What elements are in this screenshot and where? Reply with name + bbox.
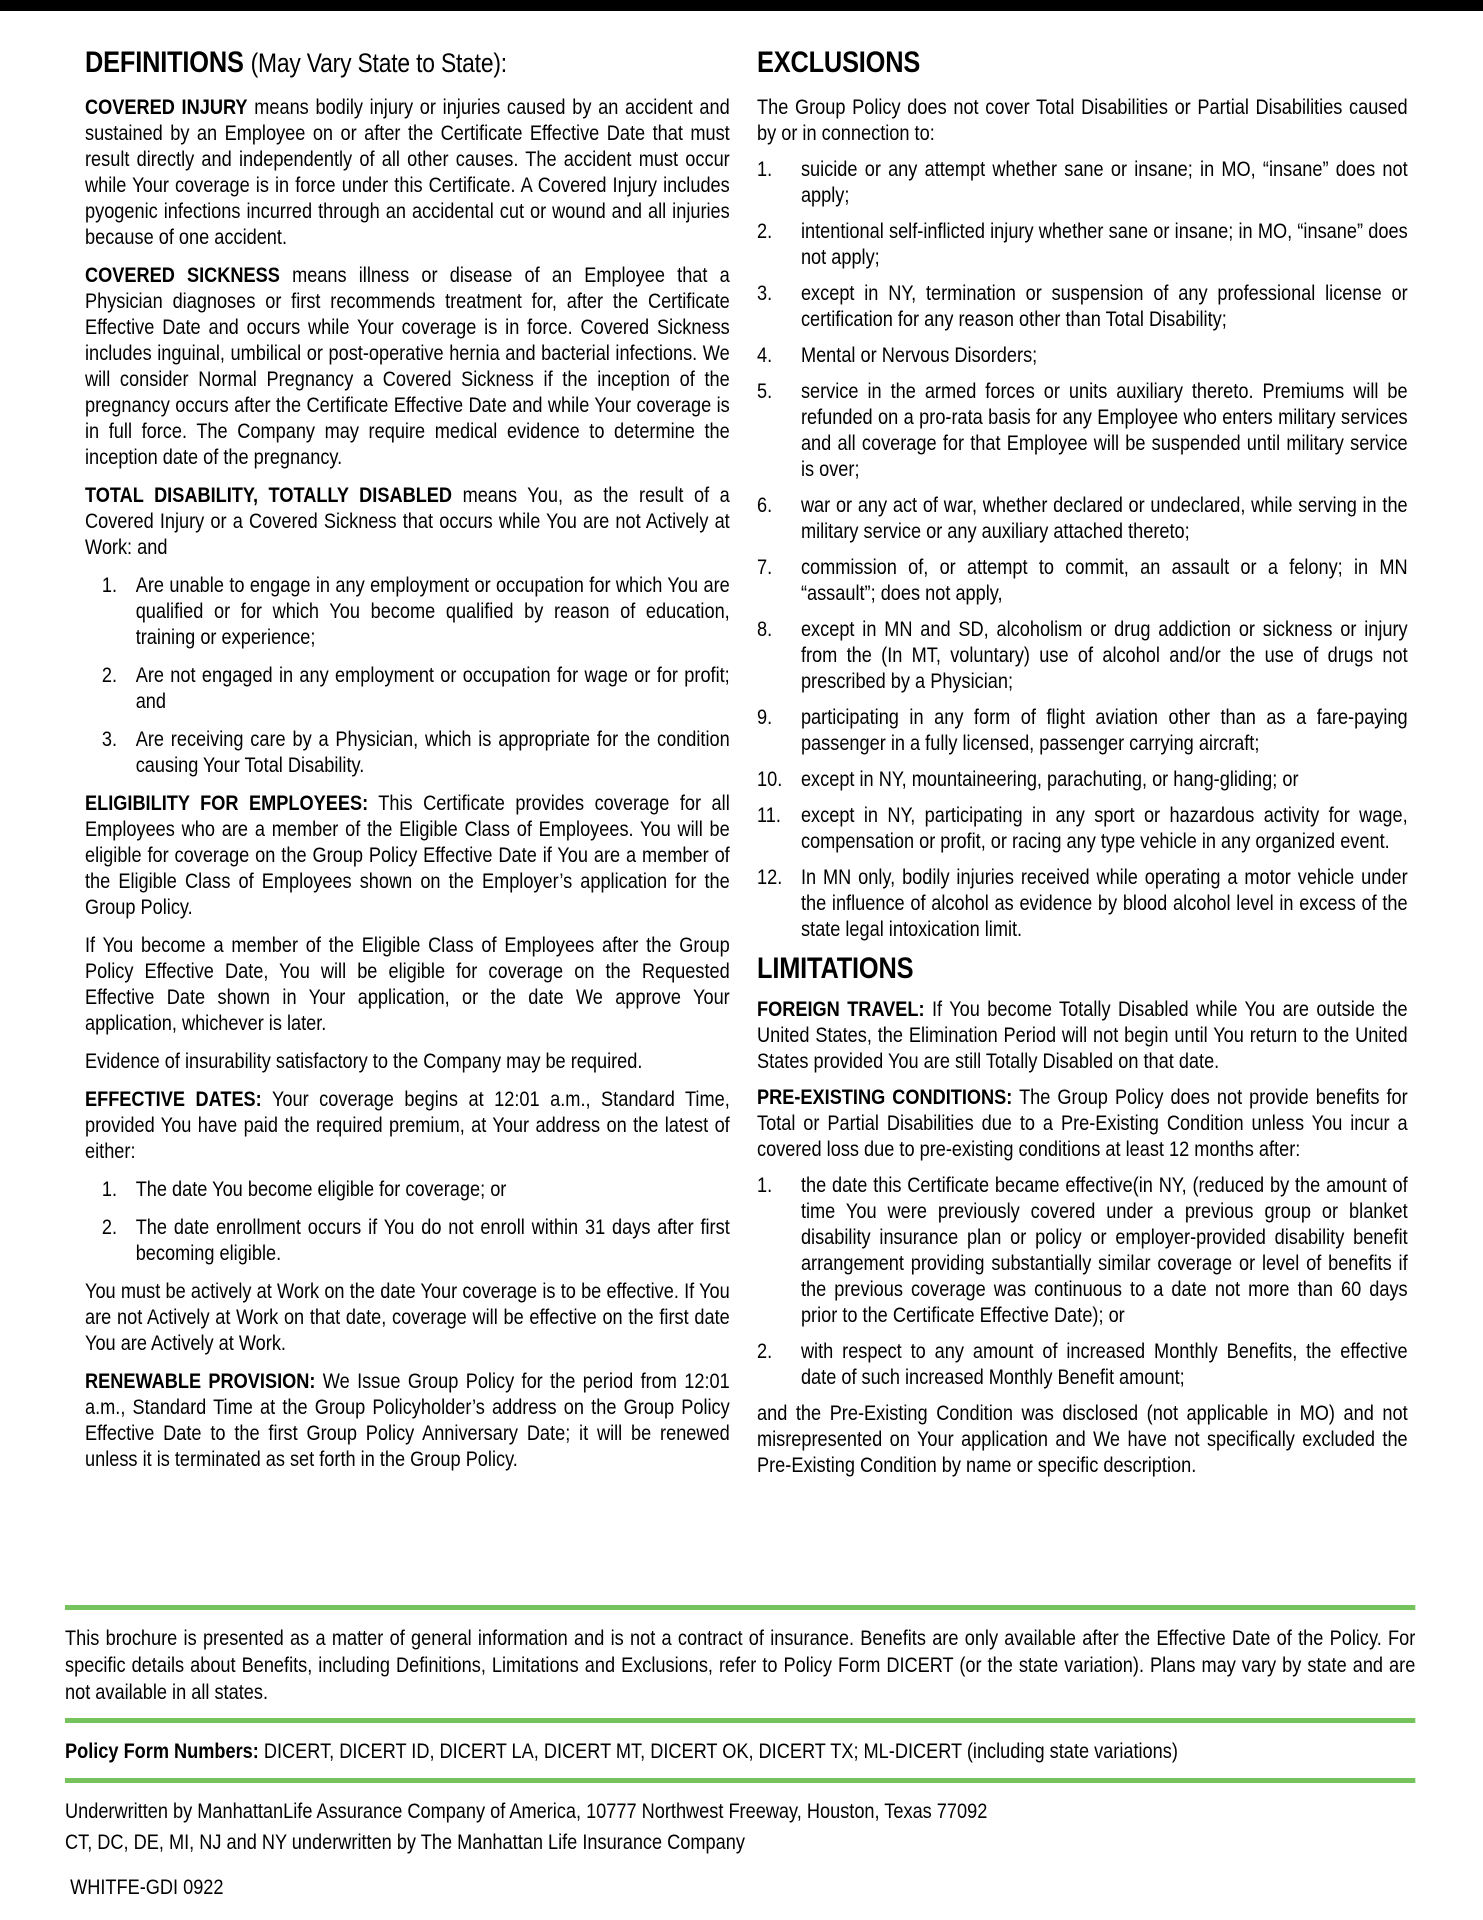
- list-item-number: 5.: [757, 379, 773, 403]
- list-item-number: 7.: [757, 555, 773, 579]
- pre-existing-closing-paragraph: and the Pre-Existing Condition was disclosed (not applicable in MO) and not misrepresented on Your application and We have not specifically excluded the Pre-Existing Condition by name or specific description.: [757, 1401, 1408, 1477]
- list-item-text: with respect to any amount of increased Monthly Benefits, the effective date of such increased Monthly Benefit amount;: [800, 1339, 1408, 1389]
- list-item-number: 8.: [757, 617, 773, 641]
- list-item-number: 1.: [757, 1173, 773, 1197]
- list-item-number: 3.: [757, 281, 773, 305]
- list-item-text: except in NY, participating in any sport or hazardous activity for wage, compensation or profit, or racing any type vehicle in any organized event.: [800, 803, 1408, 853]
- definitions-heading-note: (May Vary State to State):: [250, 48, 507, 78]
- list-item-text: Mental or Nervous Disorders;: [800, 343, 1038, 367]
- paragraph-lead: RENEWABLE PROVISION:: [85, 1369, 316, 1393]
- list-item: [85, 662, 730, 714]
- foreign-travel-paragraph: [757, 996, 1408, 1074]
- exclusion-item: [757, 280, 1408, 332]
- page-top-bar: [0, 0, 1483, 11]
- list-item-text: suicide or any attempt whether sane or insane; in MO, “insane” does not apply;: [800, 157, 1408, 207]
- definitions-column: [85, 46, 730, 1484]
- list-item-text: participating in any form of flight aviation other than as a fare-paying passenger in a fully licensed, passenger carrying aircraft;: [800, 705, 1408, 755]
- exclusion-item: [757, 766, 1408, 792]
- underwritten-line-1: Underwritten by ManhattanLife Assurance Company of America, 10777 Northwest Freeway, Houston, Texas 77092: [65, 1799, 988, 1823]
- list-item: [85, 1214, 730, 1266]
- exclusion-item: [757, 802, 1408, 854]
- list-item-text: The date enrollment occurs if You do not enroll within 31 days after first becoming eligible.: [135, 1215, 730, 1265]
- exclusions-intro-paragraph: The Group Policy does not cover Total Disabilities or Partial Disabilities caused by or in connection to:: [757, 95, 1408, 145]
- list-item: [85, 572, 730, 650]
- list-item-text: intentional self-inflicted injury whether sane or insane; in MO, “insane” does not apply;: [800, 219, 1408, 269]
- policy-form-numbers-text: DICERT, DICERT ID, DICERT LA, DICERT MT, DICERT OK, DICERT TX; ML-DICERT (including state variations): [263, 1739, 1178, 1763]
- paragraph-text: If You become Totally Disabled while You are outside the United States, the Elimination Period will not begin until You return to the United States provided You are still Totally Disabled on that date.: [757, 997, 1408, 1073]
- list-item-text: except in NY, termination or suspension of any professional license or certification for any reason other than Total Disability;: [800, 281, 1408, 331]
- exclusions-column: [757, 46, 1408, 1488]
- exclusion-item: [757, 492, 1408, 544]
- list-item-text: The date You become eligible for coverage; or: [135, 1177, 507, 1201]
- divider-rule: [65, 1718, 1415, 1723]
- list-item-text: the date this Certificate became effective(in NY, (reduced by the amount of time You were previously covered under a previous group or blanket disability insurance plan or policy or employer-provided disability benefit arrangement providing substantially similar coverage or level of benefits if the previous coverage was continuous to a date not more than 60 days prior to the Certificate Effective Date); or: [800, 1173, 1408, 1327]
- limitations-heading: LIMITATIONS: [757, 952, 914, 985]
- list-item-number: 6.: [757, 493, 773, 517]
- list-item-number: 4.: [757, 343, 773, 367]
- list-item-text: Are receiving care by a Physician, which is appropriate for the condition causing Your Total Disability.: [135, 727, 730, 777]
- paragraph-lead: ELIGIBILITY FOR EMPLOYEES:: [85, 791, 369, 815]
- paragraph-lead: PRE-EXISTING CONDITIONS:: [757, 1085, 1013, 1109]
- list-item-number: 2.: [757, 1339, 773, 1363]
- page-footer: [65, 1605, 1415, 1900]
- list-item-text: except in MN and SD, alcoholism or drug addiction or sickness or injury from the (In MT, voluntary) use of alcohol and/or the use of drugs not prescribed by a Physician;: [800, 617, 1408, 693]
- exclusion-item: [757, 554, 1408, 606]
- paragraph-text: means You, as the result of a Covered Injury or a Covered Sickness that occurs while You are not Actively at Work: and: [85, 483, 730, 559]
- evidence-paragraph: Evidence of insurability satisfactory to the Company may be required.: [85, 1049, 643, 1073]
- eligibility-paragraph: [85, 790, 730, 920]
- list-item-text: service in the armed forces or units auxiliary thereto. Premiums will be refunded on a pro-rata basis for any Employee who enters military services and all coverage for that Employee will be suspended until military service is over;: [800, 379, 1408, 481]
- exclusion-item: [757, 156, 1408, 208]
- paragraph-lead: COVERED INJURY: [85, 95, 248, 119]
- exclusion-item: [757, 864, 1408, 942]
- exclusions-heading: EXCLUSIONS: [757, 46, 921, 79]
- list-item-number: 1.: [757, 157, 773, 181]
- covered-sickness-paragraph: [85, 262, 730, 470]
- exclusion-item: [757, 378, 1408, 482]
- list-item-number: 2.: [757, 219, 773, 243]
- paragraph-text: The Group Policy does not provide benefits for Total or Partial Disabilities due to a Pre-Existing Condition unless You incur a covered loss due to pre-existing conditions at least 12 months after:: [757, 1085, 1408, 1161]
- definitions-heading: [85, 46, 730, 80]
- list-item-text: except in NY, mountaineering, parachuting, or hang-gliding; or: [800, 767, 1299, 791]
- pre-existing-paragraph: [757, 1084, 1408, 1162]
- policy-form-numbers-label: Policy Form Numbers:: [65, 1739, 259, 1763]
- renewable-provision-paragraph: [85, 1368, 730, 1472]
- policy-form-numbers-line: [65, 1738, 1415, 1764]
- list-item-number: 1.: [101, 573, 118, 597]
- actively-at-work-paragraph: You must be actively at Work on the date Your coverage is to be effective. If You are not Actively at Work on that date, coverage will be effective on the first date You are Actively at Work.: [85, 1279, 730, 1355]
- list-item-number: 2.: [101, 663, 118, 687]
- total-disability-paragraph: [85, 482, 730, 560]
- list-item-number: 10.: [757, 767, 783, 791]
- paragraph-lead: TOTAL DISABILITY, TOTALLY DISABLED: [85, 483, 453, 507]
- effective-dates-paragraph: [85, 1086, 730, 1164]
- list-item-text: war or any act of war, whether declared or undeclared, while serving in the military service or any auxiliary attached thereto;: [800, 493, 1408, 543]
- covered-injury-paragraph: [85, 94, 730, 250]
- list-item-number: 1.: [101, 1177, 118, 1201]
- list-item-text: commission of, or attempt to commit, an assault or a felony; in MN “assault”; does not apply,: [800, 555, 1408, 605]
- list-item-number: 9.: [757, 705, 773, 729]
- paragraph-text: This Certificate provides coverage for all Employees who are a member of the Eligible Class of Employees. You will be eligible for coverage on the Group Policy Effective Date if You are a member of the Eligible Class of Employees shown on the Employer’s application for the Group Policy.: [85, 791, 730, 919]
- list-item-text: Are not engaged in any employment or occupation for wage or for profit; and: [135, 663, 730, 713]
- divider-rule: [65, 1778, 1415, 1783]
- underwritten-line-2: CT, DC, DE, MI, NJ and NY underwritten by The Manhattan Life Insurance Company: [65, 1830, 745, 1854]
- pre-existing-item: [757, 1338, 1408, 1390]
- divider-rule: [65, 1605, 1415, 1610]
- definitions-heading-bold: DEFINITIONS: [85, 46, 244, 79]
- exclusion-item: [757, 704, 1408, 756]
- list-item-number: 2.: [101, 1215, 118, 1239]
- list-item-text: In MN only, bodily injuries received while operating a motor vehicle under the influence of alcohol as evidence by blood alcohol level in excess of the state legal intoxication limit.: [800, 865, 1408, 941]
- footer-disclaimer: This brochure is presented as a matter of general information and is not a contract of insurance. Benefits are only available after the Effective Date of the Policy. For specific details about Benefits, including Definitions, Limitations and Exclusions, refer to Policy Form DICERT (or the state variation). Plans may vary by state and are not available in all states.: [65, 1626, 1416, 1704]
- list-item-number: 12.: [757, 865, 783, 889]
- exclusion-item: [757, 218, 1408, 270]
- paragraph-text: means bodily injury or injuries caused by an accident and sustained by an Employee on or after the Certificate Effective Date that must result directly and independently of all other causes. The accident must occur while Your coverage is in force under this Certificate. A Covered Injury includes pyogenic infections incurred through an accidental cut or wound and all injuries because of one accident.: [85, 95, 730, 249]
- paragraph-text: Your coverage begins at 12:01 a.m., Standard Time, provided You have paid the required premium, at Your address on the latest of either:: [85, 1087, 730, 1163]
- list-item-number: 11.: [757, 803, 781, 827]
- list-item: [85, 726, 730, 778]
- list-item-text: Are unable to engage in any employment or occupation for which You are qualified or for which You become qualified by reason of education, training or experience;: [135, 573, 730, 649]
- paragraph-lead: FOREIGN TRAVEL:: [757, 997, 925, 1021]
- eligibility-paragraph-2: If You become a member of the Eligible Class of Employees after the Group Policy Effective Date, You will be eligible for coverage on the Requested Effective Date shown in Your application, or the date We approve Your application, whichever is later.: [85, 933, 730, 1035]
- paragraph-lead: COVERED SICKNESS: [85, 263, 280, 287]
- list-item: [85, 1176, 730, 1202]
- form-code: WHITFE-GDI 0922: [70, 1875, 224, 1899]
- list-item-number: 3.: [101, 727, 118, 751]
- paragraph-lead: EFFECTIVE DATES:: [85, 1087, 262, 1111]
- exclusion-item: [757, 342, 1408, 368]
- pre-existing-item: [757, 1172, 1408, 1328]
- paragraph-text: We Issue Group Policy for the period from 12:01 a.m., Standard Time at the Group Policyholder’s address on the Group Policy Effective Date to the first Group Policy Anniversary Date; it will be renewed unless it is terminated as set forth in the Group Policy.: [85, 1369, 730, 1471]
- exclusion-item: [757, 616, 1408, 694]
- paragraph-text: means illness or disease of an Employee that a Physician diagnoses or first recommends treatment for, after the Certificate Effective Date and occurs while Your coverage is in force. Covered Sickness includes inguinal, umbilical or post-operative hernia and bacterial infections. We will consider Normal Pregnancy a Covered Sickness if the inception of the pregnancy occurs after the Certificate Effective Date and while Your coverage is in full force. The Company may require medical evidence to determine the inception date of the pregnancy.: [85, 263, 730, 469]
